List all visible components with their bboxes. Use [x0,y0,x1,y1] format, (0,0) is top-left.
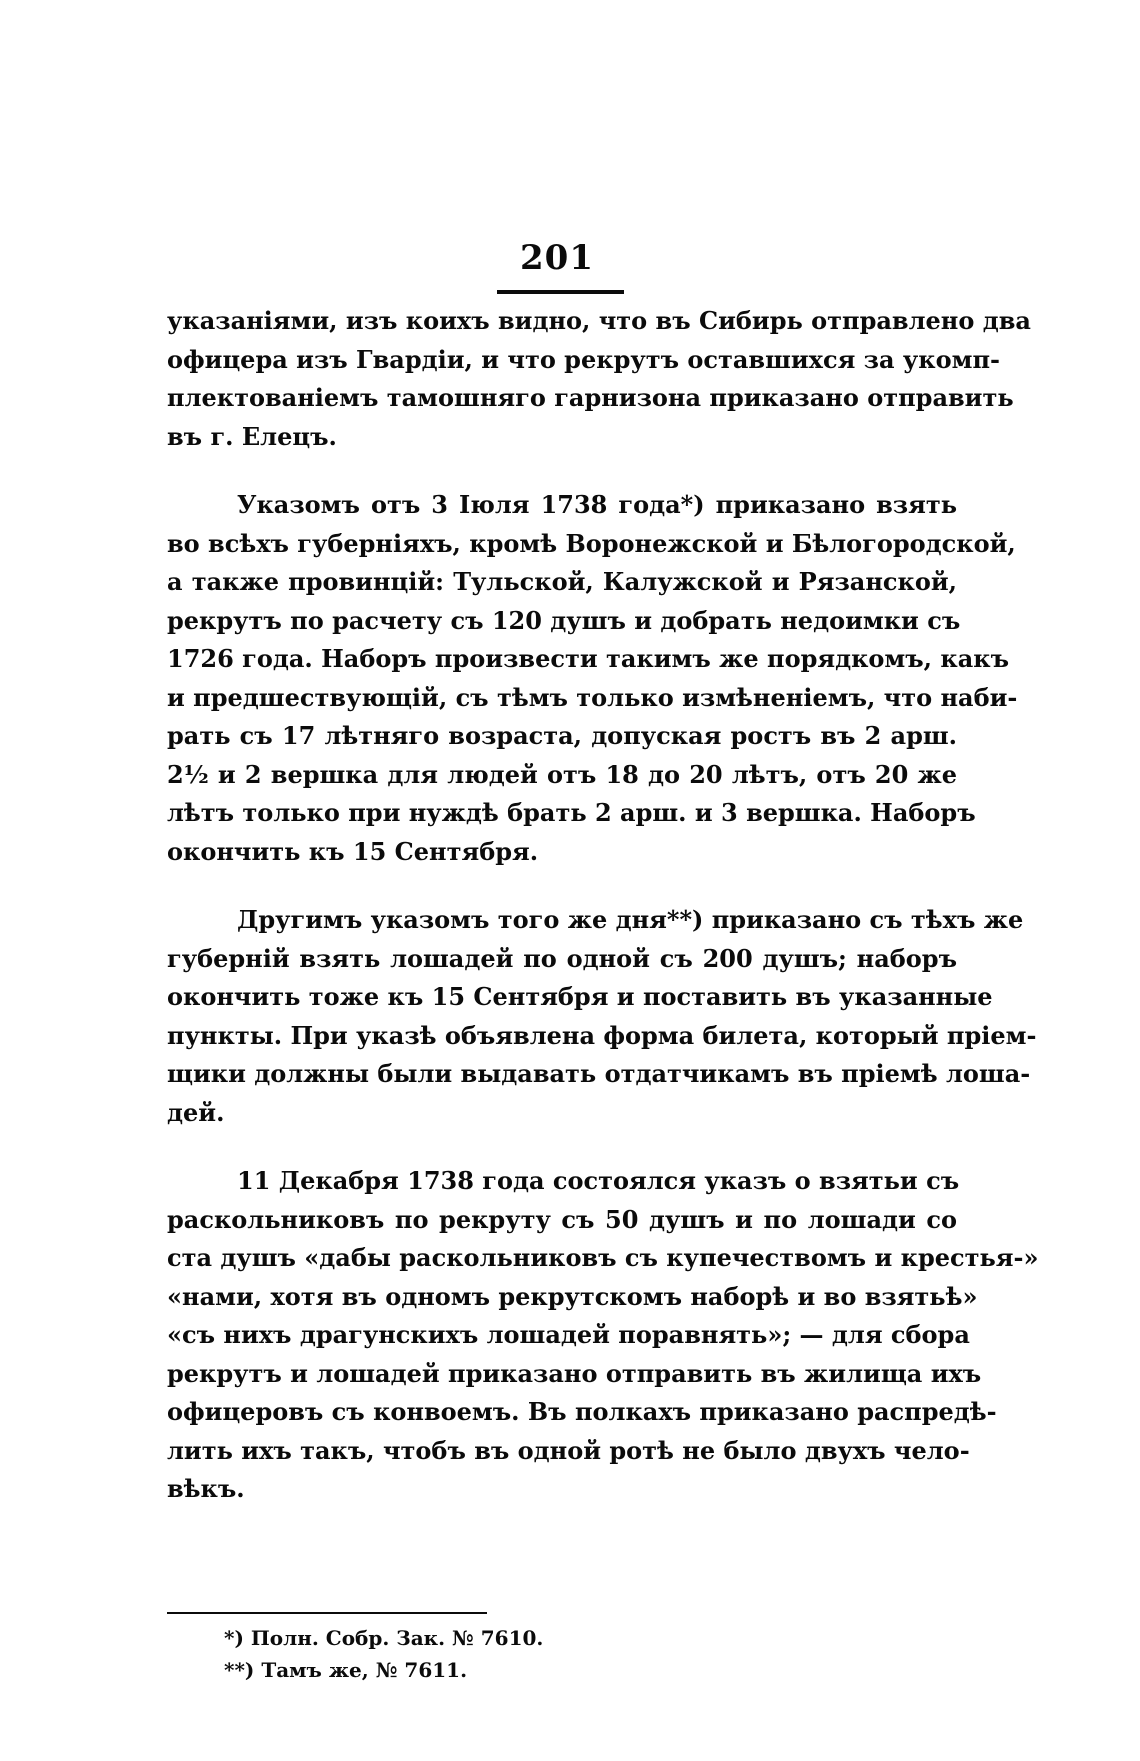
paragraph-gap [167,456,957,486]
footnote-item: **) Тамъ же, № 7611. [224,1658,468,1682]
text-line: рекрутъ и лошадей приказано отправить въ жилища ихъ [167,1358,982,1388]
text-line: «нами, хотя въ одномъ рекрутскомъ наборѣ и во взятьѣ» [167,1281,978,1311]
text-line: раскольниковъ по рекруту съ 50 душъ и по лошади со [167,1204,957,1234]
text-line: лить ихъ такъ, чтобъ въ одной ротѣ не было двухъ чело- [167,1435,970,1465]
paragraph [167,486,1018,871]
text-line: 1726 года. Наборъ произвести такимъ же порядкомъ, какъ [167,644,1010,673]
text-line: и предшествующій, съ тѣмъ только измѣненіемъ, что наби- [167,682,1018,712]
text-line: пункты. При указѣ объявлена форма билета, который пріем- [167,1020,1037,1050]
paragraph-gap [167,871,957,901]
text-line: указаніями, изъ коихъ видно, что въ Сибирь отправлено два [167,306,1031,335]
paragraph [167,901,1037,1132]
footnote-item: *) Полн. Собр. Зак. № 7610. [224,1626,544,1650]
text-line: рать съ 17 лѣтняго возраста, допуская ростъ въ 2 арш. [167,721,957,750]
page-number: 201 [520,238,594,278]
text-line: Указомъ отъ 3 Іюля 1738 года*) приказано взять [237,490,957,519]
text-line: 11 Декабря 1738 года состоялся указъ о взятьи съ [237,1166,960,1195]
text-line: вѣкъ. [167,1474,245,1503]
paragraph-gap [167,1132,957,1162]
text-line: окончить тоже къ 15 Сентября и поставить въ указанные [167,982,993,1011]
text-line: плектованіемъ тамошняго гарнизона приказано отправить [167,383,1014,412]
text-line: ста душъ «дабы раскольниковъ съ купечествомъ и крестья-» [167,1243,1039,1272]
text-line: лѣтъ только при нуждѣ брать 2 арш. и 3 вершка. Наборъ [167,798,976,827]
paragraph [167,1162,1039,1509]
text-line: Другимъ указомъ того же дня**) приказано съ тѣхъ же [237,905,1024,934]
text-line: во всѣхъ губерніяхъ, кромѣ Воронежской и Бѣлогородской, [167,528,1016,558]
text-line: «съ нихъ драгунскихъ лошадей поравнять»; — для сбора [167,1320,970,1349]
text-line: офицеровъ съ конвоемъ. Въ полкахъ приказано распредѣ- [167,1397,997,1426]
page-number-underline [497,290,624,294]
text-line: окончить къ 15 Сентября. [167,836,539,866]
text-line: губерній взять лошадей по одной съ 200 душъ; наборъ [167,943,957,973]
text-line: офицера изъ Гвардіи, и что рекрутъ оставшихся за укомп- [167,344,1000,374]
footnote-separator [167,1612,487,1614]
text-line: дей. [167,1097,225,1127]
paragraph [167,302,1031,456]
text-line: щики должны были выдавать отдатчикамъ въ пріемѣ лоша- [167,1059,1031,1088]
text-line: а также провинцій: Тульской, Калужской и Рязанской, [167,567,957,596]
text-line: рекрутъ по расчету съ 120 душъ и добрать недоимки съ [167,605,961,635]
text-line: 2½ и 2 вершка для людей отъ 18 до 20 лѣтъ, отъ 20 же [167,759,957,789]
body-text [167,302,1039,1509]
footnotes [224,1622,543,1686]
text-line: въ г. Елецъ. [167,421,337,451]
